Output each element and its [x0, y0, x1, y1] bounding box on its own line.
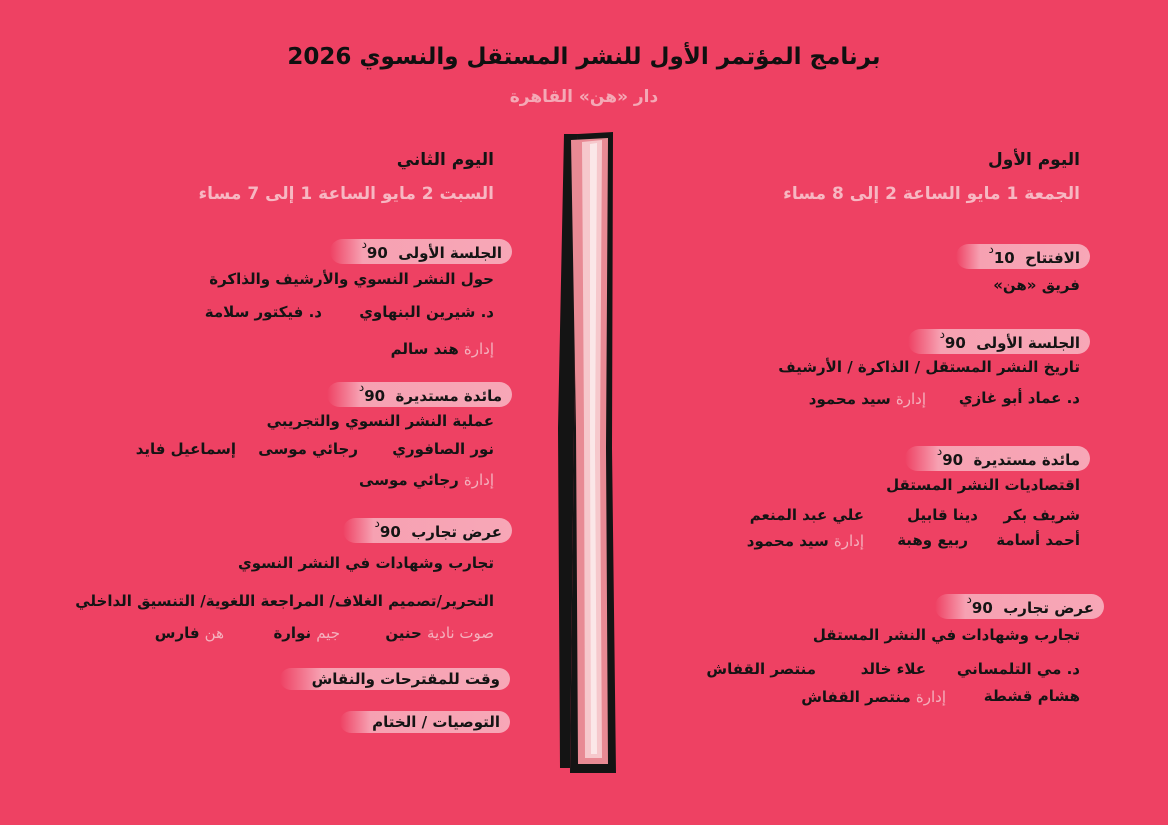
day2-experiences-label: عرض تجارب $90^د$ — [343, 518, 512, 543]
day1-session1-moderator: إدارة سيد محمود — [808, 390, 926, 408]
duration: $90^د$ — [358, 380, 386, 405]
day2-heading: اليوم الثاني — [396, 150, 494, 170]
page-subtitle: دار «هن» القاهرة — [509, 87, 659, 107]
day1-roundtable-topic: اقتصاديات النشر المستقل — [886, 476, 1080, 494]
day1-date: الجمعة 1 مايو الساعة 2 إلى 8 مساء — [783, 184, 1080, 204]
day2-experiences-voice: هن فارس — [154, 624, 224, 642]
duration: $90^د$ — [936, 444, 964, 469]
center-divider — [550, 128, 630, 780]
day2-roundtable-topic: عملية النشر النسوي والتجريبي — [266, 412, 494, 430]
day2-experiences-topic: تجارب وشهادات في النشر النسوي — [238, 554, 494, 572]
page-title: برنامج المؤتمر الأول للنشر المستقل والنسوي 2026 — [287, 44, 881, 70]
day1-session1-speaker: د. عماد أبو غازي — [958, 389, 1080, 407]
day2-session1-moderator: إدارة هند سالم — [390, 340, 494, 358]
day1-experiences-label: عرض تجارب $90^د$ — [935, 594, 1104, 619]
day1-heading: اليوم الأول — [988, 150, 1080, 170]
duration: $90^د$ — [374, 516, 401, 541]
day1-roundtable-label: مائدة مستديرة $90^د$ — [905, 446, 1090, 471]
day2-session1-participant: د. شيرين البنهاوي — [359, 303, 494, 321]
day2-experiences-voice: جيم نوارة — [273, 624, 340, 642]
day2-date: السبت 2 مايو الساعة 1 إلى 7 مساء — [198, 184, 494, 204]
day2-roundtable-moderator: إدارة رجائي موسى — [359, 471, 494, 489]
day1-session1-label: الجلسة الأولى $90^د$ — [908, 329, 1090, 354]
day1-roundtable-participant: ربيع وهبة — [897, 531, 968, 549]
day2-session1-participant: د. فيكتور سلامة — [204, 303, 322, 321]
duration: $90^د$ — [361, 237, 388, 262]
day1-experiences-topic: تجارب وشهادات في النشر المستقل — [812, 626, 1080, 644]
duration: $90^د$ — [966, 592, 993, 617]
day2-session1-topic: حول النشر النسوي والأرشيف والذاكرة — [209, 270, 494, 288]
day2-session1-label: الجلسة الأولى $90^د$ — [330, 239, 512, 264]
day2-experiences-roles: التحرير/تصميم الغلاف/ المراجعة اللغوية/ التنسيق الداخلي — [75, 592, 494, 610]
day2-experiences-voice: صوت نادية حنين — [385, 624, 494, 642]
day2-discussion: وقت للمقترحات والنقاش — [280, 668, 510, 690]
day2-roundtable-participant: رجائي موسى — [258, 440, 358, 458]
day1-experiences-moderator: إدارة منتصر القفاش — [801, 688, 946, 706]
day1-opening-label: الافتتاح $10^د$ — [956, 244, 1090, 269]
day1-experiences-participant: د. مي التلمساني — [956, 660, 1080, 678]
duration: $90^د$ — [939, 327, 966, 352]
day2-roundtable-participant: نور الصافوري — [392, 440, 494, 458]
day2-roundtable-label: مائدة مستديرة $90^د$ — [327, 382, 512, 407]
day1-session1-topic: تاريخ النشر المستقل / الذاكرة / الأرشيف — [778, 358, 1080, 376]
day2-closing: التوصيات / الختام — [340, 711, 510, 733]
day1-roundtable-participant: دينا قابيل — [907, 506, 978, 524]
day1-opening-team: فريق «هن» — [993, 276, 1080, 294]
day2-roundtable-participant: إسماعيل فايد — [135, 440, 236, 458]
day1-roundtable-moderator: إدارة سيد محمود — [746, 532, 864, 550]
day1-roundtable-participant: أحمد أسامة — [996, 531, 1080, 549]
day1-experiences-participant: هشام قشطة — [983, 687, 1080, 705]
duration: $10^د$ — [988, 242, 1015, 267]
day1-experiences-participant: منتصر القفاش — [706, 660, 816, 678]
day1-roundtable-participant: شريف بكر — [1003, 506, 1080, 524]
day1-roundtable-participant: علي عبد المنعم — [749, 506, 864, 524]
day1-experiences-participant: علاء خالد — [860, 660, 926, 678]
